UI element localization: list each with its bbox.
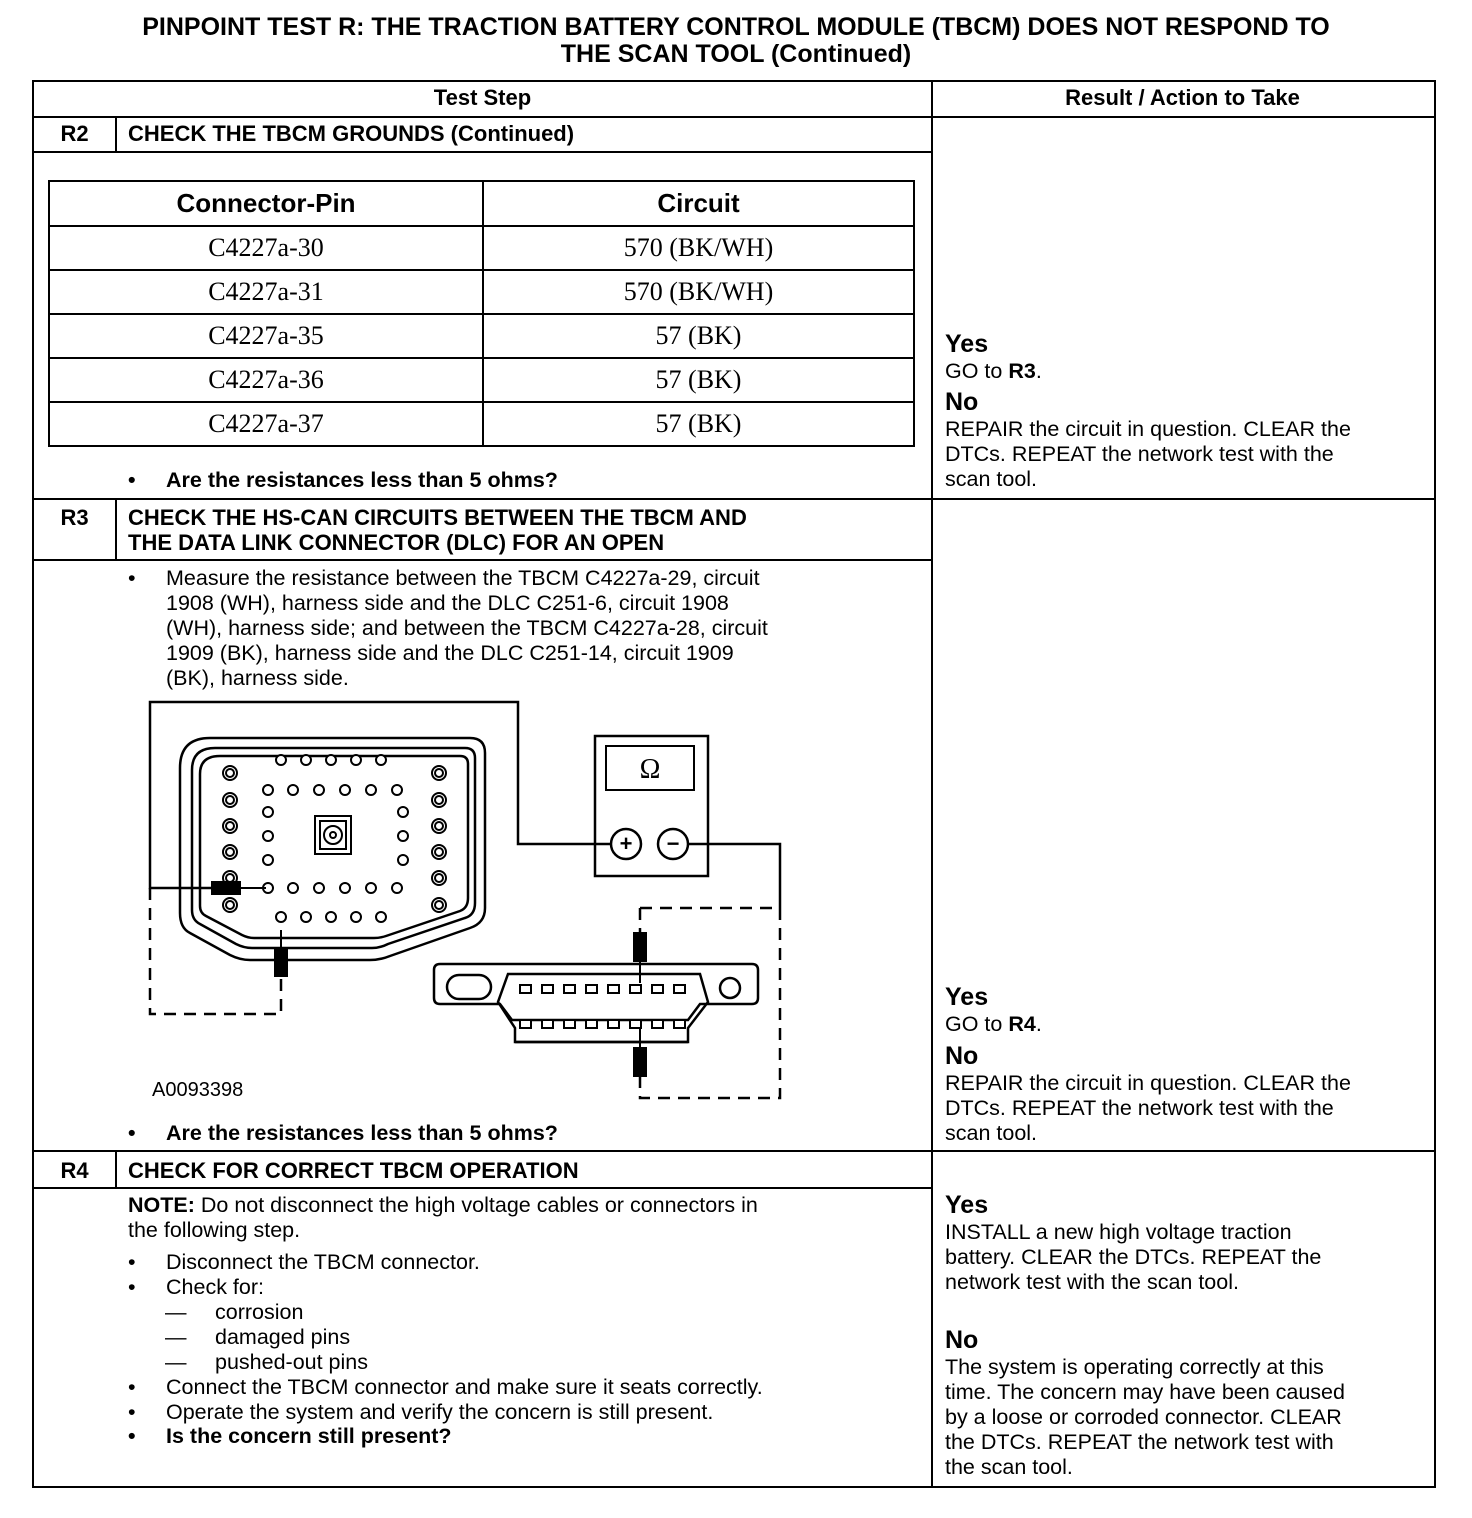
table-row (49, 226, 914, 270)
minus-terminal: − (666, 831, 680, 856)
r2-no-line-1: REPAIR the circuit in question. CLEAR the (945, 417, 1351, 441)
step-id-r3: R3 (60, 505, 89, 530)
probe-tip (634, 933, 646, 961)
note-text-1: Do not disconnect the high voltage cables or connectors in (194, 1193, 758, 1217)
dlc-pin (542, 1020, 553, 1028)
dash: — (165, 1325, 187, 1349)
step-title-r2: CHECK THE TBCM GROUNDS (Continued) (128, 121, 575, 146)
center-lock-icon (315, 816, 351, 854)
r2-yes-period: . (1035, 359, 1042, 383)
pin-cell: C4227a-35 (49, 314, 483, 358)
list-item-text: Operate the system and verify the concern is still present. (166, 1400, 714, 1424)
tbcm-connector-rim (200, 756, 468, 938)
dashed-lead-1 (150, 888, 281, 1014)
connector-pin (263, 785, 273, 795)
connector-pin (288, 883, 298, 893)
r2-no-label: No (945, 388, 979, 416)
r3-no-line-2: DTCs. REPEAT the network test with the (945, 1096, 1334, 1120)
connector-pin-inner (435, 874, 443, 882)
r4-no-line-1: The system is operating correctly at this (945, 1355, 1324, 1379)
r4-no-line-2: time. The concern may have been caused (945, 1380, 1345, 1404)
r2-question-text: Are the resistances less than 5 ohms? (166, 468, 558, 492)
connector-pin (366, 785, 376, 795)
probe-tip (212, 882, 240, 894)
connector-pin (301, 912, 311, 922)
r3-instruction-line: 1909 (BK), harness side and the DLC C251-14, circuit 1909 (166, 641, 734, 665)
r3-yes-target-link[interactable]: R4 (1008, 1012, 1036, 1036)
dlc-pin (542, 985, 553, 993)
r2-yes-label: Yes (945, 330, 989, 358)
column-header-circuit: Circuit (483, 181, 914, 226)
r2-no-line-3: scan tool. (945, 467, 1038, 491)
connector-pin-inner (226, 874, 234, 882)
r4-result (945, 1191, 1429, 1480)
bullet: • (128, 1275, 136, 1299)
bullet: • (128, 1400, 136, 1424)
circuit-cell: 57 (BK) (483, 314, 914, 358)
connector-pin-inner (226, 901, 234, 909)
connector-pin (314, 883, 324, 893)
column-header-connector-pin: Connector-Pin (49, 181, 483, 226)
connector-pin (314, 785, 324, 795)
dlc-pin (564, 1020, 575, 1028)
connector-pin-inner (226, 822, 234, 830)
r2-title-divider (32, 151, 932, 153)
r3-title-divider (32, 559, 932, 561)
connector-pin-table (48, 180, 915, 447)
dash: — (165, 1350, 187, 1374)
dlc-pin (608, 1020, 619, 1028)
dash: — (165, 1300, 187, 1324)
bullet: • (128, 1121, 136, 1145)
dlc-pin (608, 985, 619, 993)
dlc-pin (652, 1020, 663, 1028)
r3-yes-label: Yes (945, 983, 989, 1011)
dlc-pin (586, 985, 597, 993)
connector-pin (398, 807, 408, 817)
connector-pin (301, 755, 311, 765)
dlc-pin (564, 985, 575, 993)
r2-no-line-2: DTCs. REPEAT the network test with the (945, 442, 1334, 466)
connector-pin (340, 883, 350, 893)
column-divider (931, 80, 933, 1486)
connector-pin (288, 785, 298, 795)
bullet: • (128, 566, 136, 590)
r3-instruction-line: (BK), harness side. (166, 666, 349, 690)
connector-pin-inner (435, 901, 443, 909)
connector-pin (392, 883, 402, 893)
r3-no-label: No (945, 1042, 979, 1070)
r3-id-divider (115, 498, 117, 561)
header-test-step: Test Step (433, 85, 532, 110)
r2-yes-target-link[interactable]: R3 (1008, 359, 1036, 383)
connector-pin (263, 855, 273, 865)
connector-pin-inner (226, 769, 234, 777)
step-title-r3-line-2: THE DATA LINK CONNECTOR (DLC) FOR AN OPEN (128, 530, 665, 555)
r4-no-line-5: the scan tool. (945, 1455, 1073, 1479)
dlc-connector (434, 964, 758, 1042)
r4-title-divider (32, 1187, 932, 1189)
bullet: • (128, 1424, 136, 1448)
table-row (49, 270, 914, 314)
r3-r4-divider (32, 1150, 1434, 1152)
bullet: • (128, 1250, 136, 1274)
r3-yes-action: GO to (945, 1012, 1009, 1036)
pin-cell: C4227a-30 (49, 226, 483, 270)
connector-pin (263, 831, 273, 841)
r3-instruction-line: 1908 (WH), harness side and the DLC C251-6, circuit 1908 (166, 591, 729, 615)
dlc-pin (520, 1020, 531, 1028)
connector-pin-inner (435, 769, 443, 777)
connector-pin (326, 755, 336, 765)
r3-yes-text (945, 1012, 1429, 1037)
pin-cell: C4227a-37 (49, 402, 483, 446)
dlc-pin (630, 1020, 641, 1028)
connector-pin (276, 755, 286, 765)
r3-no-line-1: REPAIR the circuit in question. CLEAR the (945, 1071, 1351, 1095)
note-label: NOTE: (128, 1193, 195, 1217)
connector-pin (376, 755, 386, 765)
table-row (49, 402, 914, 446)
r4-yes-line-3: network test with the scan tool. (945, 1270, 1239, 1294)
step-id-r2: R2 (60, 121, 89, 146)
r3-yes-period: . (1035, 1012, 1042, 1036)
connector-pin (398, 831, 408, 841)
connector-pin (398, 855, 408, 865)
dlc-pin (586, 1020, 597, 1028)
step-title-r4: CHECK FOR CORRECT TBCM OPERATION (128, 1158, 579, 1183)
r4-yes-line-1: INSTALL a new high voltage traction (945, 1220, 1292, 1244)
connector-pin (366, 883, 376, 893)
probe-tip (634, 1048, 646, 1076)
r4-no-line-3: by a loose or corroded connector. CLEAR (945, 1405, 1342, 1429)
list-item-text: Disconnect the TBCM connector. (166, 1250, 480, 1274)
connector-pin (326, 912, 336, 922)
dlc-pin (630, 985, 641, 993)
connector-pin-inner (435, 848, 443, 856)
r3-no-line-3: scan tool. (945, 1121, 1038, 1145)
connector-pin (276, 912, 286, 922)
dlc-pin (520, 985, 531, 993)
page-title (0, 14, 1472, 68)
circuit-cell: 57 (BK) (483, 358, 914, 402)
ohm-symbol: Ω (639, 754, 661, 785)
dlc-pin (652, 985, 663, 993)
plus-terminal: + (619, 831, 633, 856)
r2-r3-divider (32, 498, 1434, 500)
page-title-line-2: THE SCAN TOOL (Continued) (560, 40, 912, 68)
r2-yes-action: GO to (945, 359, 1009, 383)
step-title-r3-line-1: CHECK THE HS-CAN CIRCUITS BETWEEN THE TBCM AND (128, 505, 747, 530)
table-row (49, 314, 914, 358)
r4-id-divider (115, 1150, 117, 1189)
header-result: Result / Action to Take (1065, 85, 1300, 110)
positive-lead (150, 702, 611, 888)
r4-no-label: No (945, 1326, 979, 1354)
list-item-text: Check for: (166, 1275, 264, 1299)
note-text-2: the following step. (128, 1218, 301, 1242)
connector-pin-inner (435, 796, 443, 804)
step-title-r3 (128, 505, 747, 555)
sub-list-item-text: pushed-out pins (215, 1350, 368, 1374)
circuit-cell: 570 (BK/WH) (483, 226, 914, 270)
r3-result (945, 983, 1429, 1146)
circuit-diagram (140, 698, 800, 1108)
connector-pin (351, 912, 361, 922)
probe-tip (275, 948, 287, 976)
connector-pin (376, 912, 386, 922)
list-item-text: Connect the TBCM connector and make sure it seats correctly. (166, 1375, 763, 1399)
connector-pin (392, 785, 402, 795)
circuit-cell: 57 (BK) (483, 402, 914, 446)
dlc-pin (674, 1020, 685, 1028)
bullet: • (128, 468, 136, 492)
r2-yes-text (945, 359, 1429, 384)
bullet: • (128, 1375, 136, 1399)
connector-pin-inner (226, 796, 234, 804)
r3-instruction-line: Measure the resistance between the TBCM C4227a-29, circuit (166, 566, 760, 590)
step-id-r4: R4 (60, 1158, 89, 1183)
connector-pin (340, 785, 350, 795)
r2-result (945, 330, 1429, 492)
sub-list-item-text: damaged pins (215, 1325, 351, 1349)
r2-id-divider (115, 116, 117, 153)
connector-pin-inner (226, 848, 234, 856)
r3-instruction-line: (WH), harness side; and between the TBCM C4227a-28, circuit (166, 616, 768, 640)
dlc-pin (674, 985, 685, 993)
r4-no-line-4: the DTCs. REPEAT the network test with (945, 1430, 1334, 1454)
circuit-cell: 570 (BK/WH) (483, 270, 914, 314)
pin-cell: C4227a-36 (49, 358, 483, 402)
pin-cell: C4227a-31 (49, 270, 483, 314)
connector-pin (263, 807, 273, 817)
sub-list-item-text: corrosion (215, 1300, 304, 1324)
figure-id: A0093398 (152, 1079, 244, 1101)
connector-pin-inner (435, 822, 443, 830)
table-row (49, 358, 914, 402)
r4-question-text: Is the concern still present? (166, 1424, 452, 1448)
r3-question-text: Are the resistances less than 5 ohms? (166, 1121, 558, 1145)
header-divider (32, 116, 1434, 118)
r4-yes-line-2: battery. CLEAR the DTCs. REPEAT the (945, 1245, 1322, 1269)
connector-pin (351, 755, 361, 765)
r4-note (128, 1193, 758, 1243)
page-title-line-1: PINPOINT TEST R: THE TRACTION BATTERY CONTROL MODULE (TBCM) DOES NOT RESPOND TO (142, 13, 1330, 41)
r4-yes-label: Yes (945, 1191, 989, 1219)
